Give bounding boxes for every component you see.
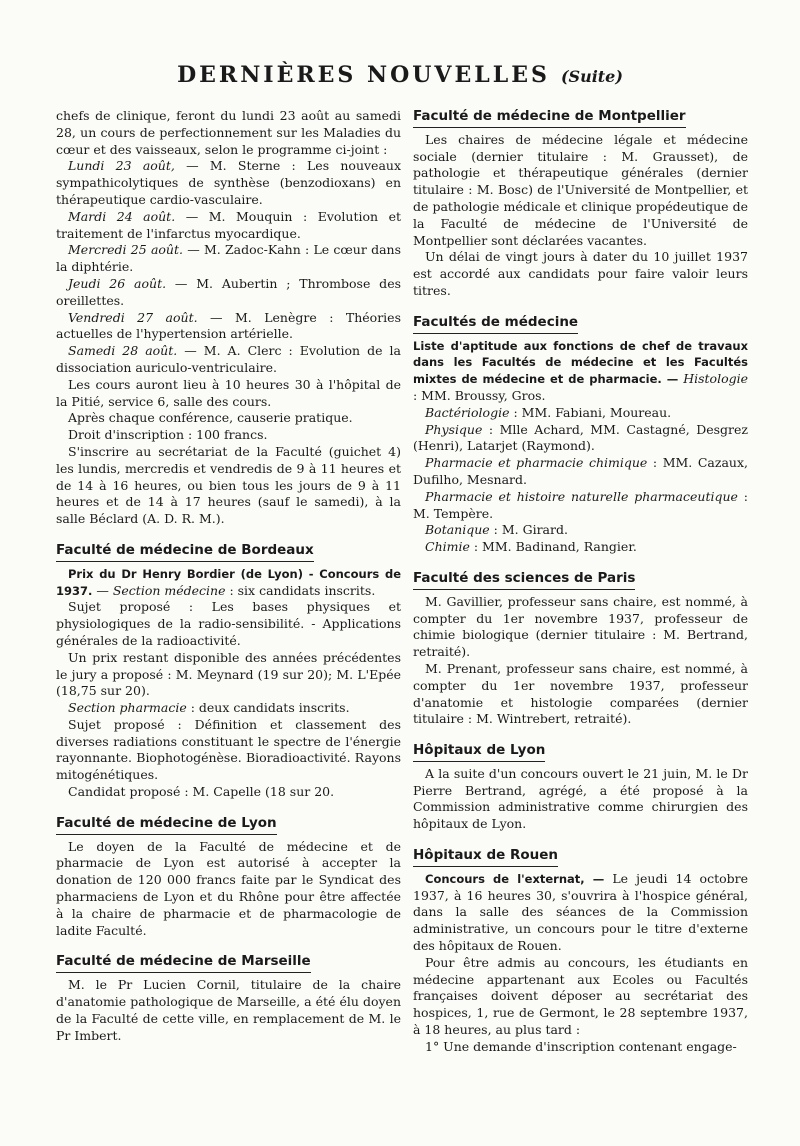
- facultes-entry: Pharmacie et histoire naturelle pharmaceutique : M. Tempère.: [413, 488, 749, 521]
- facultes-entry: Pharmacie et pharmacie chimique : MM. Cazaux, Dufilho, Mesnard.: [413, 455, 748, 487]
- page-title-suite: (Suite): [560, 67, 623, 86]
- schedule-item: Vendredi 27 août. — M. Lenègre : Théories actuelles de l'hypertension artérielle.: [56, 309, 401, 342]
- bordeaux-sujet2: Sujet proposé : Définition et classement des diverses radiations constituant le spectre de l'énergie rayonnante. Biophotogénèse. Bioradioactivité. Rayons mitogénétiques.: [56, 716, 401, 783]
- cours-paragraph: Les cours auront lieu à 10 heures 30 à l'hôpital de la Pitié, service 6, salle des cours.: [56, 376, 401, 409]
- section-title-facultes: Facultés de médecine: [413, 314, 578, 334]
- bordeaux-section2: Section pharmacie : deux candidats inscrits.: [68, 700, 350, 716]
- schedule-list: [56, 158, 401, 376]
- rouen-p3: 1° Une demande d'inscription contenant engage-: [425, 1038, 737, 1054]
- section-title-lyon: Faculté de médecine de Lyon: [56, 815, 277, 835]
- apres-paragraph: Après chaque conférence, causerie pratique.: [68, 410, 353, 426]
- page-header: [0, 62, 800, 88]
- bordeaux-sujet1: Sujet proposé : Les bases physiques et physiologiques de la radio-sensibilité. - Applications générales de la radioactivité.: [56, 599, 401, 648]
- schedule-item: Lundi 23 août, — M. Sterne : Les nouveaux sympathicolytiques de synthèse (benzodioxans) en thérapeutique cardio-vasculaire.: [56, 158, 402, 207]
- right-column: [413, 108, 748, 1056]
- bordeaux-prix-restant: Un prix restant disponible des années précédentes le jury a proposé : M. Meynard (19 sur 20); M. L'Epée (18,75 sur 20).: [56, 649, 401, 699]
- droit-paragraph: Droit d'inscription : 100 francs.: [68, 427, 268, 443]
- section-title-hopitaux-rouen: Hôpitaux de Rouen: [413, 847, 558, 867]
- facultes-entry: Bactériologie : MM. Fabiani, Moureau.: [425, 404, 672, 420]
- montpellier-p2: Un délai de vingt jours à dater du 10 juillet 1937 est accordé aux candidats pour faire valoir leurs titres.: [413, 249, 748, 298]
- inscription-paragraph: S'inscrire au secrétariat de la Faculté (guichet 4) les lundis, mercredis et vendredis de 9 à 11 heures et de 14 à 16 heures, ou bien tous les jours de 9 à 11 heures et de 14 à 17 heures (sauf le samedi), à la salle Béclard (A. D. R. M.).: [56, 443, 401, 527]
- schedule-item: Jeudi 26 août. — M. Aubertin ; Thrombose des oreillettes.: [56, 275, 402, 308]
- schedule-item: Samedi 28 août. — M. A. Clerc : Evolution de la dissociation auriculo-ventriculaire.: [56, 343, 401, 375]
- schedule-item: Mercredi 25 août. — M. Zadoc-Kahn : Le cœur dans la diphtérie.: [56, 242, 401, 275]
- section-title-montpellier: Faculté de médecine de Montpellier: [413, 108, 686, 128]
- facultes-entry: Physique : Mlle Achard, MM. Castagné, Desgrez (Henri), Latarjet (Raymond).: [413, 421, 748, 454]
- marseille-paragraph: M. le Pr Lucien Cornil, titulaire de la chaire d'anatomie pathologique de Marseille, a été élu doyen de la Faculté de cette ville, en remplacement de M. le Pr Imbert.: [56, 977, 401, 1043]
- bordeaux-candidat: Candidat proposé : M. Capelle (18 sur 20.: [68, 784, 335, 800]
- sciences-p2: M. Prenant, professeur sans chaire, est nommé, à compter du 1er novembre 1937, professeur d'anatomie et histologie comparées (dernier titulaire : M. Wintrebert, retraité).: [413, 660, 748, 727]
- section-title-sciences: Faculté des sciences de Paris: [413, 570, 635, 590]
- schedule-item: Mardi 24 août. — M. Mouquin : Evolution et traitement de l'infarctus myocardique.: [56, 208, 401, 241]
- sciences-p1: M. Gavillier, professeur sans chaire, est nommé, à compter du 1er novembre 1937, professeur de chimie biologique (dernier titulaire : M. Bertrand, retraité).: [413, 593, 748, 660]
- hopitaux-lyon-paragraph: A la suite d'un concours ouvert le 21 juin, M. le Dr Pierre Bertrand, agrégé, a été proposé à la Commission administrative comme chirurgien des hôpitaux de Lyon.: [413, 765, 748, 832]
- left-column: [56, 108, 401, 1044]
- lyon-paragraph: Le doyen de la Faculté de médecine et de pharmacie de Lyon est autorisé à accepter la donation de 120 000 francs faite par le Syndicat des pharmaciens de Lyon et du Rhône pour être affectée à la chaire de pharmacie et de pharmacologie de ladite Faculté.: [56, 838, 401, 938]
- facultes-entry: Chimie : MM. Badinand, Rangier.: [425, 539, 637, 555]
- rouen-p2: Pour être admis au concours, les étudiants en médecine appartenant aux Ecoles ou Facultés françaises doivent déposer au secrétariat des hospices, 1, rue de Germont, le 28 septembre 1937, à 18 heures, au plus tard :: [413, 954, 748, 1038]
- page-title: DERNIÈRES NOUVELLES: [177, 62, 550, 88]
- section-title-bordeaux: Faculté de médecine de Bordeaux: [56, 542, 314, 562]
- bordeaux-prix: Prix du Dr Henry Bordier (de Lyon) - Concours de 1937. — Section médecine : six candidats inscrits.: [56, 566, 401, 598]
- section-title-hopitaux-lyon: Hôpitaux de Lyon: [413, 742, 545, 762]
- rouen-p1: Concours de l'externat, — Le jeudi 14 octobre 1937, à 16 heures 30, s'ouvrira à l'hospice général, dans la salle des séances de la Commission administrative, un concours pour le titre d'externe des hôpitaux de Rouen.: [413, 870, 748, 954]
- intro-paragraph: chefs de clinique, feront du lundi 23 août au samedi 28, un cours de perfectionnement sur les Maladies du cœur et des vaisseaux, selon le programme ci-joint :: [56, 108, 401, 157]
- montpellier-p1: Les chaires de médecine légale et médecine sociale (dernier titulaire : M. Grausset), de pathologie et thérapeutique générales (dernier titulaire : M. Bosc) de l'Université de Montpellier, et de pathologie médicale et clinique propédeutique de la Faculté de médecine de l'Université de Montpellier sont déclarées vacantes.: [413, 131, 748, 248]
- facultes-entry: Botanique : M. Girard.: [425, 522, 568, 538]
- facultes-liste: Liste d'aptitude aux fonctions de chef de travaux dans les Facultés de médecine et les Facultés mixtes de médecine et de pharmacie. — Histologie : MM. Broussy, Gros.: [413, 338, 748, 403]
- section-title-marseille: Faculté de médecine de Marseille: [56, 953, 311, 973]
